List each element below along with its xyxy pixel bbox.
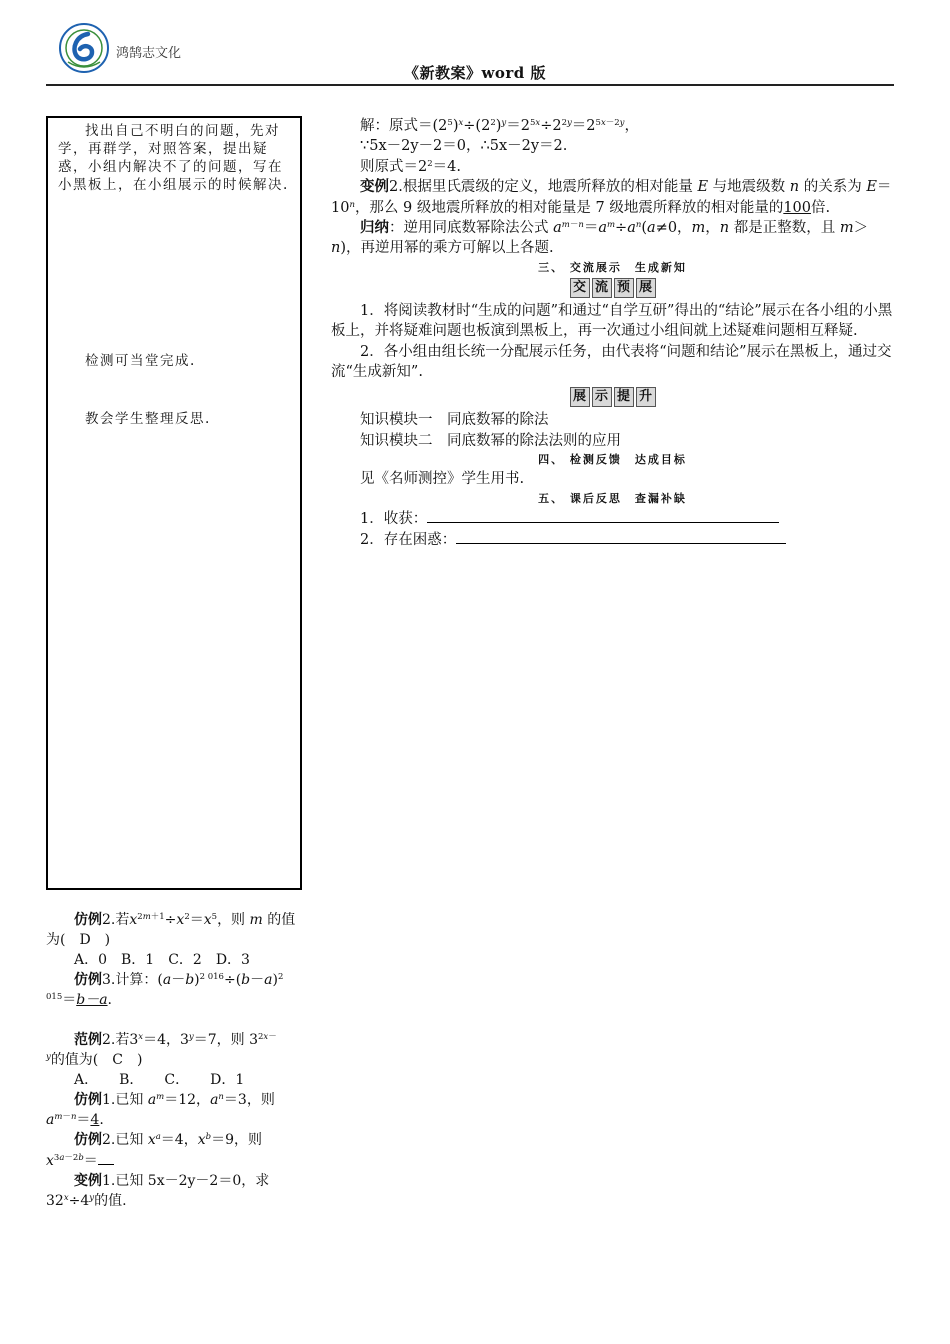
paragraph-1: 1．将阅读教材时“生成的问题”和通过“自学互研”得出的“结论”展示在各小组的小黑板上，并将疑难问题也板演到黑板上，再一次通过小组间就上述疑难问题相互释疑. <box>331 302 893 340</box>
paragraph-2: 2．各小组由组长统一分配展示任务，由代表将“问题和结论”展示在黑板上，通过交流“生成新知”. <box>331 343 892 381</box>
exercise-fl3-answer: $^{015}$＝b－a. <box>46 992 112 1008</box>
reflection-gains: 1．收获： <box>331 508 894 529</box>
exercise-bl1: 变例1.已知 5x－2y－2＝0，求 <box>74 1173 270 1189</box>
brand-name: 鸿鹄志文化 <box>116 46 182 61</box>
note-reflection: 教会学生整理反思. <box>85 411 211 427</box>
solution-result: 则原式$=2^2=4$. <box>360 158 461 175</box>
left-exercises <box>46 910 308 1211</box>
exercise-fl3: 仿例3.计算：$(a-b)^{2 016}\div(b-a)^2$ <box>74 972 284 988</box>
section-3-title: 三、 交流展示 生成新知 <box>538 260 687 274</box>
exercise-fl2-options: A．0 B．1 C．2 D．3 <box>74 952 250 968</box>
knowledge-module-1: 知识模块一 同底数幂的除法 <box>360 412 549 429</box>
exercise-fan2: 范例2.若$3^x=4$，$3^y=7$，则 $3^{2x-}$ <box>74 1032 277 1048</box>
right-content <box>331 116 894 551</box>
exercise-bl1-tail: $32^x\div 4^y$的值. <box>46 1193 127 1209</box>
section-4-title: 四、 检测反馈 达成目标 <box>538 453 687 467</box>
exercise-fl1: 仿例1.已知 $a^m=12$，$a^n=3$，则 <box>74 1092 275 1108</box>
document-title: 《新教案》word 版 <box>403 64 547 82</box>
exercise-fl2: 仿例2.若$x^{2m+1}\div x^2=x^5$，则 m 的值为( D ) <box>46 912 296 948</box>
exercise-bl2: 变例2.根据里氏震级的定义，地震所释放的相对能量 E 与地震级数 n 的关系为 $E=10^n$，那么 9 级地震所释放的相对能量是 7 级地震所释放的相对能量的100倍. <box>331 178 892 216</box>
confusion-blank[interactable] <box>456 529 786 544</box>
reflection-confusion: 2．存在困惑： <box>331 529 894 550</box>
exercise-fan2-options: A． B． C． D．1 <box>74 1072 245 1088</box>
section-5-title: 五、 课后反思 查漏补缺 <box>538 491 687 505</box>
exercise-fl2b: 仿例2.已知 $x^a=4$，$x^b=9$，则 <box>74 1132 262 1148</box>
knowledge-module-2: 知识模块二 同底数幂的除法法则的应用 <box>360 432 621 449</box>
solution-because: ∵5x－2y－2＝0，∴5x－2y＝2. <box>360 138 568 155</box>
exercise-fl1-answer: $a^{m-n}=4$. <box>46 1112 104 1128</box>
stamp-showcase: 展 示 提 升 <box>331 386 894 410</box>
teacher-notes-box <box>46 116 302 890</box>
see-book: 见《名师测控》学生用书. <box>360 471 525 488</box>
gains-blank[interactable] <box>427 508 779 523</box>
exercise-fan2-tail: $^y$的值为( C ) <box>46 1052 143 1068</box>
solution-line: 解：原式$=(2^5)^x\div(2^2)^y=2^{5x}\div 2^{2y}=2^{5x-2y}$， <box>360 118 639 134</box>
stamp-preview: 交 流 预 展 <box>331 277 894 301</box>
summary: 归纳：逆用同底数幂除法公式 $a^{m-n}=a^m\div a^n(a\ne 0$，m，n 都是正整数，且 m＞n)，再逆用幂的乘方可解以上各题. <box>331 219 869 257</box>
note-in-class-test: 检测可当堂完成. <box>85 353 196 369</box>
exercise-fl2b-answer: $x^{3a-2b}=$ <box>46 1150 308 1171</box>
note-group-discussion: 找出自己不明白的问题，先对学，再群学，对照答案，提出疑惑，小组内解决不了的问题，写在小黑板上，在小组展示的时候解决. <box>58 123 289 193</box>
spacer <box>46 1010 308 1030</box>
header-divider <box>46 84 894 86</box>
